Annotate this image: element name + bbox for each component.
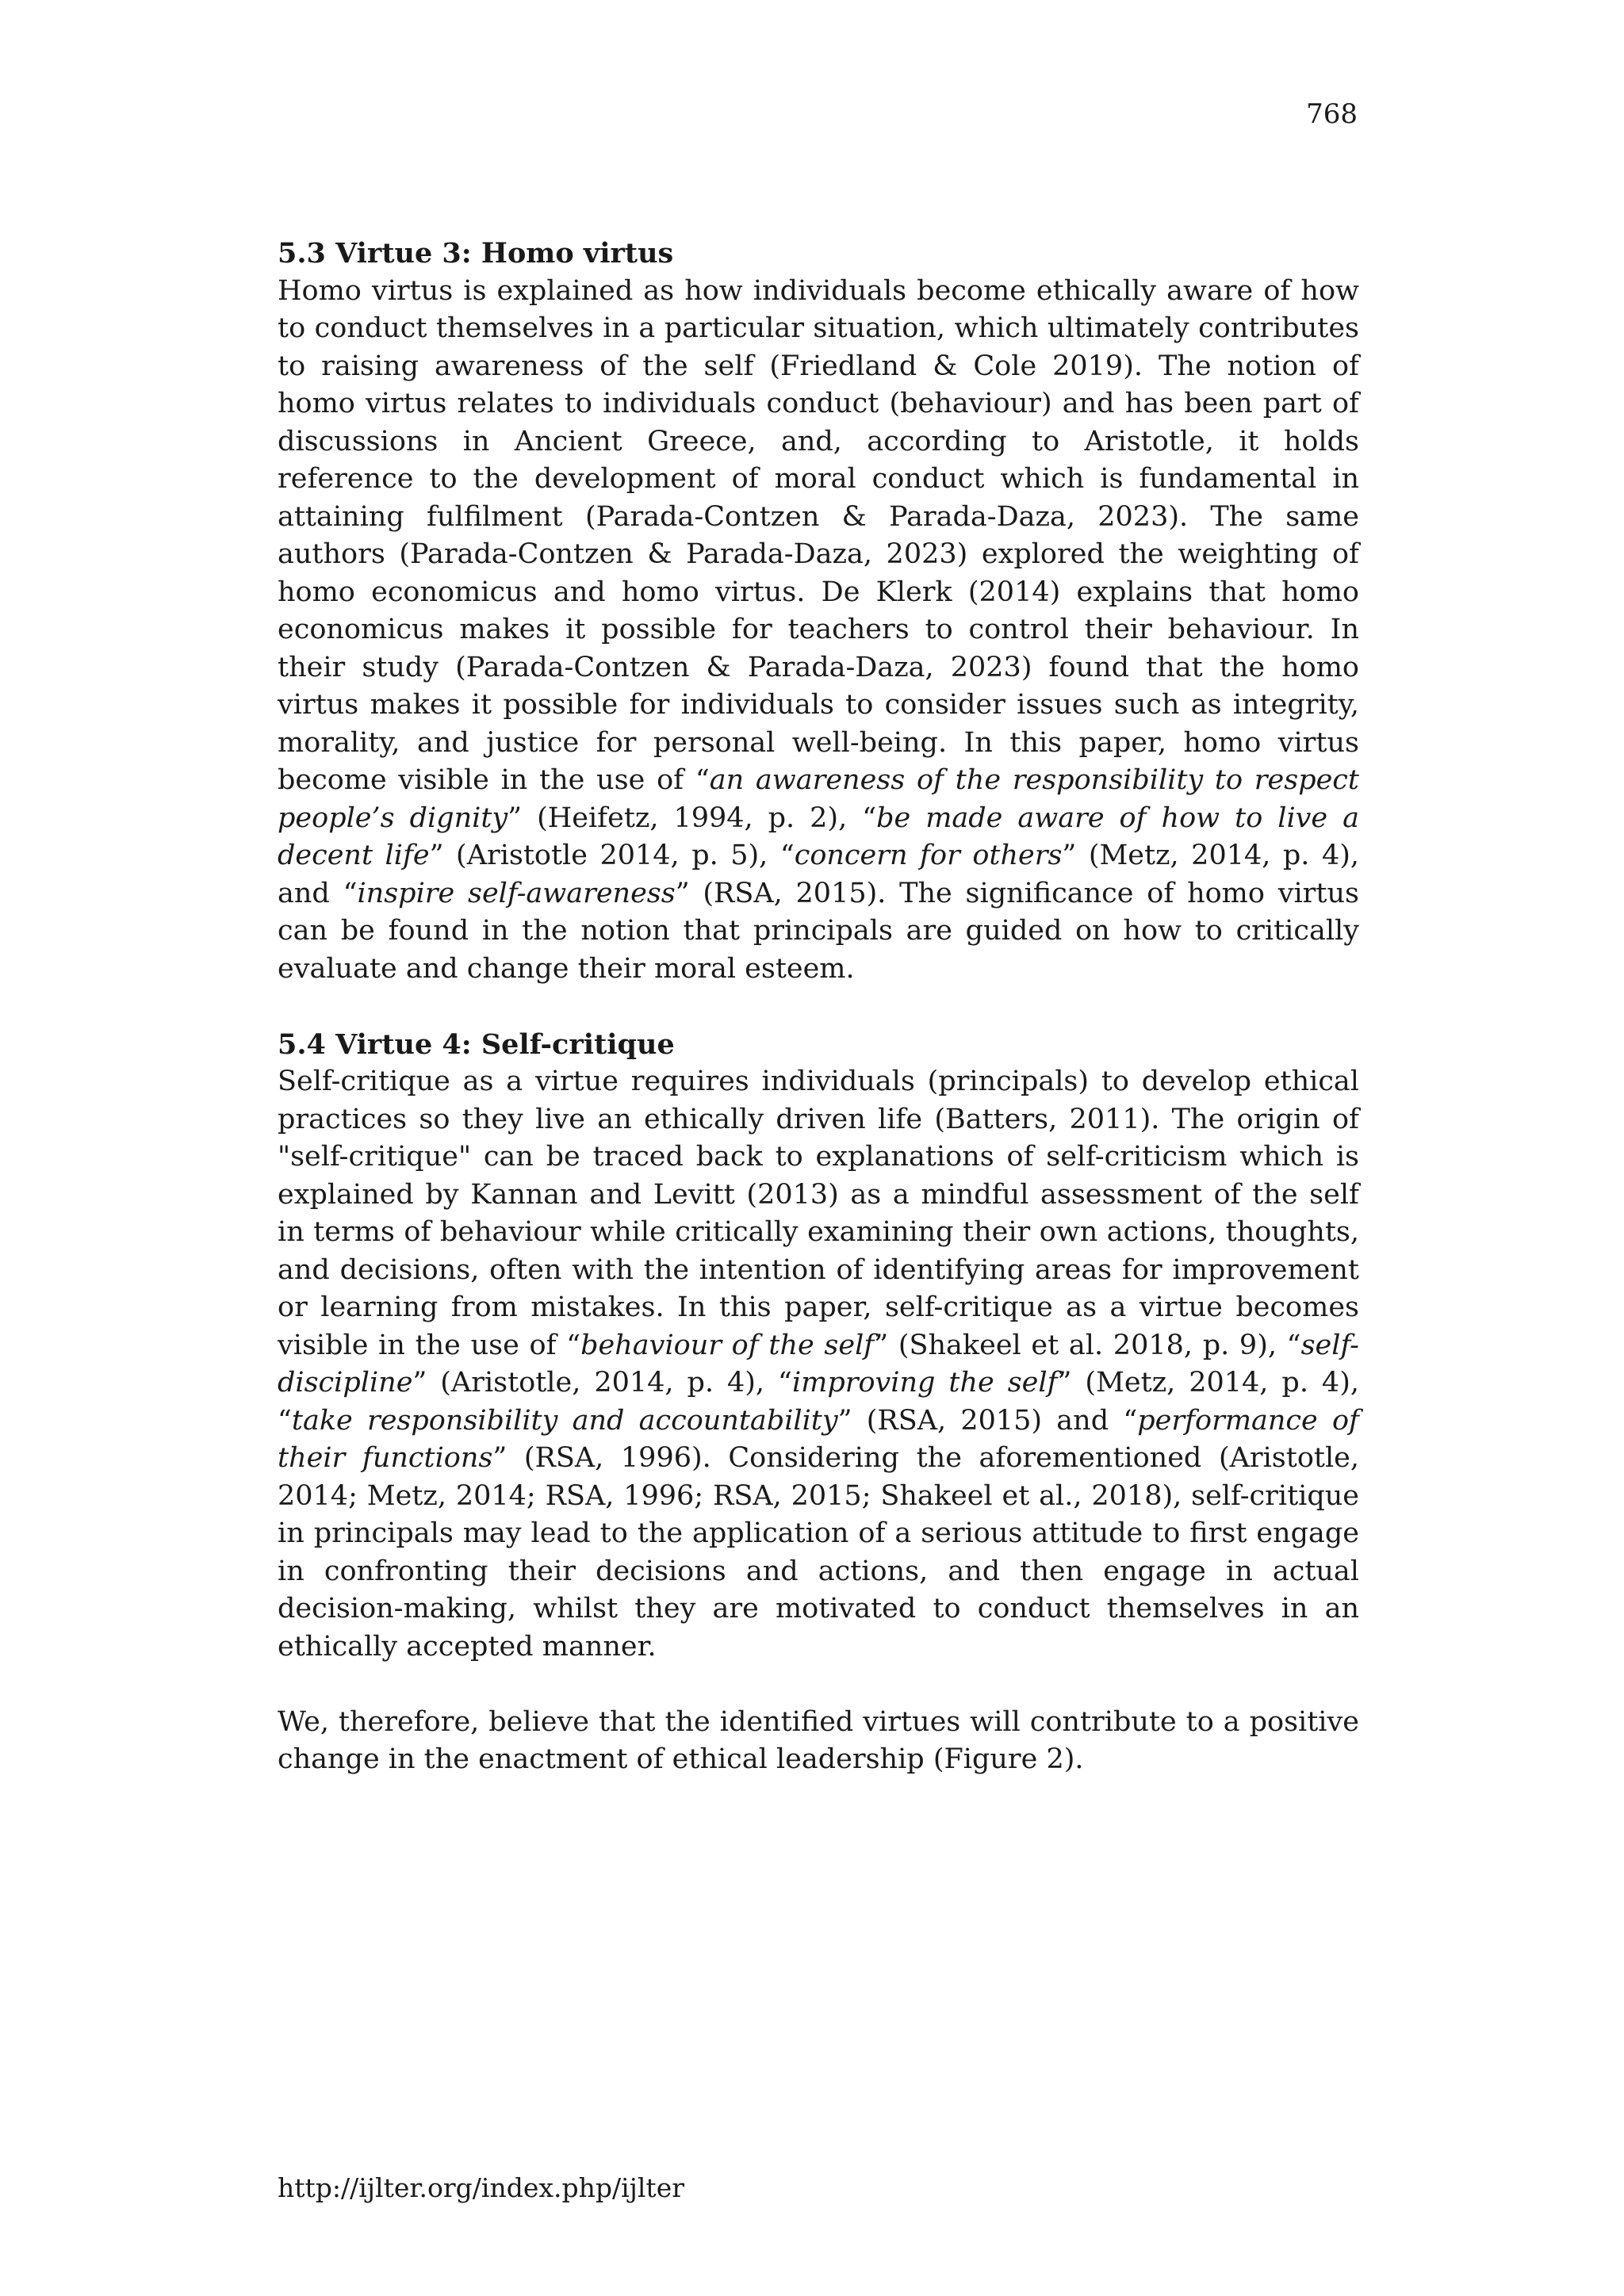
- text-run: ” (Metz, 2014, p. 4), “: [278, 1367, 1359, 1437]
- quoted-phrase: be made aware of how to live a decent life: [278, 802, 1359, 871]
- quoted-phrase: self-discipline: [278, 1329, 1359, 1399]
- section-heading-self-critique: 5.4 Virtue 4: Self-critique: [278, 1027, 675, 1061]
- text-run: ” (Shakeel et al. 2018, p. 9), “: [874, 1329, 1301, 1361]
- article-body: [278, 235, 1359, 1779]
- quoted-phrase: improving the self: [791, 1367, 1058, 1399]
- text-run: ” (Heifetz, 1994, p. 2), “: [508, 802, 877, 834]
- quoted-phrase: concern for others: [794, 840, 1063, 871]
- paragraph-homo-virtus: [278, 273, 1359, 989]
- quoted-phrase: take responsibility and accountability: [291, 1404, 838, 1437]
- footer-url: http://ijlter.org/index.php/ijlter: [278, 2172, 684, 2203]
- text-run: Homo virtus is explained as how individuals become ethically aware of how to conduct themselves in a particular situation, which ultimately contributes to raising awareness of the self (Friedland & Cole 2019). The notion of homo virtus relates to individuals conduct (behaviour) and has been part of discussions in Ancient Greece, and, according to Aristotle, it holds reference to the development of moral conduct which is fundamental in attaining fulfilment (Parada-Contzen & Parada-Daza, 2023). The same authors (Parada-Contzen & Parada-Daza, 2023) explored the weighting of homo economicus and homo virtus. De Klerk (2014) explains that homo economicus makes it possible for teachers to control their behaviour. In their study (Parada-Contzen & Parada-Daza, 2023) found that the homo virtus makes it possible for individuals to consider issues such as integrity, morality, and justice for personal well-being. In this paper, homo virtus become visible in the use of “: [278, 274, 1359, 796]
- page-number: 768: [1306, 98, 1358, 130]
- text-run: ” (RSA, 1996). Considering the aforementioned (Aristotle, 2014; Metz, 2014; RSA, 1996; RSA, 2015; Shakeel et al., 2018), self-critique in principals may lead to the application of a serious attitude to first engage in confronting their decisions and actions, and then engage in actual decision-making, whilst they are motivated to conduct themselves in an ethically accepted manner.: [278, 1442, 1360, 1663]
- quoted-phrase: inspire self-awareness: [357, 877, 676, 909]
- text-run: ” (Aristotle 2014, p. 5), “: [429, 840, 795, 871]
- text-run: ” (RSA, 2015) and “: [837, 1404, 1138, 1437]
- text-run: ” (RSA, 2015). The significance of homo virtus can be found in the notion that principals are guided on how to critically evaluate and change their moral esteem.: [278, 877, 1359, 985]
- text-run: ” (Aristotle, 2014, p. 4), “: [412, 1367, 792, 1399]
- paragraph-self-critique: [278, 1063, 1359, 1666]
- quoted-phrase: performance of their functions: [278, 1404, 1359, 1474]
- text-run: Self-critique as a virtue requires individuals (principals) to develop ethical practices so they live an ethically driven life (Batters, 2011). The origin of "self-critique" can be traced back to explanations of self-criticism which is explained by Kannan and Levitt (2013) as a mindful assessment of the self in terms of behaviour while critically examining their own actions, thoughts, and decisions, often with the intention of identifying areas for improvement or learning from mistakes. In this paper, self-critique as a virtue becomes visible in the use of “: [278, 1066, 1359, 1361]
- quoted-phrase: behaviour of the self: [580, 1329, 875, 1361]
- closing-paragraph: We, therefore, believe that the identified virtues will contribute to a positive change in the enactment of ethical leadership (Figure 2).: [278, 1705, 1359, 1775]
- quoted-phrase: an awareness of the responsibility to respect people’s dignity: [278, 764, 1359, 834]
- text-run: ” (Metz, 2014, p. 4), and “: [278, 840, 1359, 909]
- section-heading-homo-virtus: 5.3 Virtue 3: Homo virtus: [278, 237, 674, 270]
